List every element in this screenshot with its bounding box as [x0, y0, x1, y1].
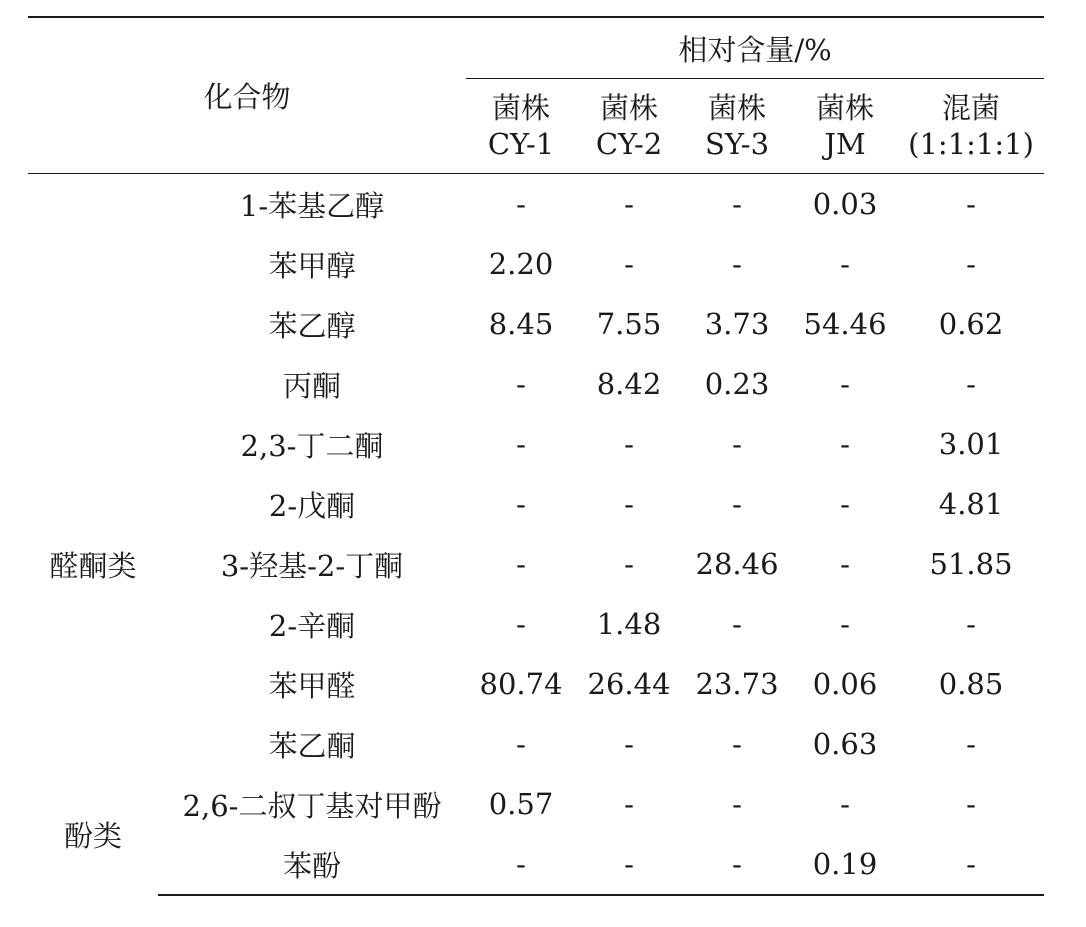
value-cell: -	[732, 727, 742, 761]
value-cell: 3.01	[938, 427, 1004, 461]
value-cell: -	[624, 247, 634, 281]
value-cell: 0.03	[812, 187, 878, 221]
value-cell: -	[840, 787, 850, 821]
compound-name: 苯甲醇	[268, 248, 356, 283]
value-cell: -	[966, 787, 976, 821]
value-cell: -	[898, 834, 1044, 895]
strain-header-sy3: 菌株 SY-3	[682, 79, 792, 174]
compound-name: 苯甲醛	[268, 668, 356, 703]
value-cell: -	[624, 187, 634, 221]
value-cell: -	[732, 427, 742, 461]
value-cell: -	[516, 487, 526, 521]
value-cell: 2.20	[488, 247, 554, 281]
compound-name: 2-辛酮	[268, 608, 356, 643]
value-cell: 0.19	[792, 834, 898, 895]
value-cell: -	[624, 487, 634, 521]
category-cell-empty	[28, 654, 158, 714]
category-cell-empty	[28, 174, 158, 235]
value-cell: -	[840, 427, 850, 461]
compound-name: 2,6-二叔丁基对甲酚	[182, 788, 442, 823]
compound-name: 1-苯基乙醇	[239, 188, 385, 223]
value-cell: 3.73	[704, 307, 770, 341]
table-row	[28, 294, 1044, 354]
value-cell: 0.57	[488, 787, 554, 821]
value-cell: -	[516, 367, 526, 401]
value-cell: -	[966, 367, 976, 401]
value-cell: -	[732, 607, 742, 641]
value-cell: 80.74	[479, 667, 563, 701]
table-row	[28, 774, 1044, 834]
category-cell-empty	[28, 414, 158, 474]
compound-name: 苯乙醇	[268, 308, 356, 343]
value-cell: 23.73	[695, 667, 779, 701]
compound-name: 2,3-丁二酮	[240, 428, 384, 463]
value-cell: -	[516, 427, 526, 461]
value-cell: -	[732, 487, 742, 521]
category-cell-empty	[28, 294, 158, 354]
strain-header-cy2: 菌株 CY-2	[576, 79, 682, 174]
value-cell: -	[576, 834, 682, 895]
strain-header-cy1: 菌株 CY-1	[466, 79, 576, 174]
table-row	[28, 534, 1044, 594]
value-cell: 8.45	[488, 307, 554, 341]
category-cell-empty	[28, 714, 158, 774]
relative-content-header: 相对含量/%	[466, 17, 1044, 79]
value-cell: -	[466, 834, 576, 895]
category-cell-empty	[28, 354, 158, 414]
compound-name: 丙酮	[283, 368, 342, 403]
value-cell: 26.44	[587, 667, 671, 701]
value-cell: 0.62	[938, 307, 1004, 341]
table-row	[28, 234, 1044, 294]
table-row	[28, 834, 1044, 895]
value-cell: 0.23	[704, 367, 770, 401]
value-cell: -	[516, 547, 526, 581]
value-cell: -	[682, 834, 792, 895]
value-cell: -	[966, 727, 976, 761]
table-row	[28, 354, 1044, 414]
table-row	[28, 414, 1044, 474]
value-cell: 51.85	[929, 547, 1013, 581]
table-row	[28, 594, 1044, 654]
compound-name: 苯乙酮	[268, 728, 356, 763]
value-cell: -	[624, 727, 634, 761]
value-cell: -	[516, 187, 526, 221]
value-cell: -	[966, 247, 976, 281]
value-cell: 28.46	[695, 547, 779, 581]
value-cell: -	[624, 427, 634, 461]
category-cell-empty	[28, 234, 158, 294]
category-ketones: 醛酮类	[49, 548, 137, 583]
value-cell: -	[840, 487, 850, 521]
category-phenols: 酚类	[63, 819, 122, 853]
value-cell: -	[624, 547, 634, 581]
value-cell: -	[732, 187, 742, 221]
compound-header: 化合物	[28, 17, 466, 174]
value-cell: 7.55	[596, 307, 662, 341]
table-row	[28, 474, 1044, 534]
category-cell-empty	[28, 594, 158, 654]
strain-header-jm: 菌株 JM	[792, 79, 898, 174]
table-row	[28, 714, 1044, 774]
value-cell: -	[840, 367, 850, 401]
value-cell: -	[840, 247, 850, 281]
value-cell: 0.06	[812, 667, 878, 701]
value-cell: 0.63	[812, 727, 878, 761]
value-cell: -	[840, 607, 850, 641]
value-cell: -	[840, 547, 850, 581]
compound-name: 3-羟基-2-丁酮	[220, 548, 404, 583]
table-row	[28, 654, 1044, 714]
category-cell-empty	[28, 474, 158, 534]
value-cell: -	[732, 787, 742, 821]
value-cell: -	[966, 187, 976, 221]
compound-name: 2-戊酮	[268, 488, 356, 523]
value-cell: 8.42	[596, 367, 662, 401]
value-cell: 0.85	[938, 667, 1004, 701]
value-cell: -	[732, 247, 742, 281]
value-cell: 54.46	[803, 307, 887, 341]
value-cell: -	[516, 607, 526, 641]
strain-header-mixed: 混菌 (1:1:1:1)	[898, 79, 1044, 174]
value-cell: 4.81	[938, 487, 1004, 521]
value-cell: -	[966, 607, 976, 641]
compound-content-table	[28, 16, 1044, 896]
value-cell: -	[516, 727, 526, 761]
value-cell: 1.48	[596, 607, 662, 641]
value-cell: -	[624, 787, 634, 821]
compound-name: 苯酚	[158, 834, 466, 895]
table-row	[28, 174, 1044, 235]
